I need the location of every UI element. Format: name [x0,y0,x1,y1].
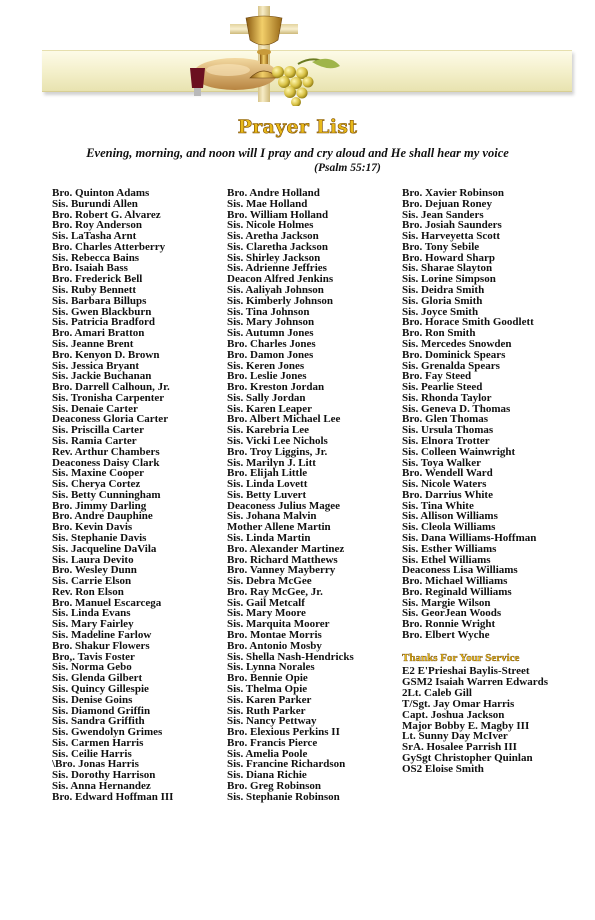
prayer-list-name: Bro. Elbert Wyche [402,629,490,642]
prayer-list-name: Sis. Linda Lovett [227,478,308,491]
prayer-list-name: Sis. LaTasha Arnt [52,230,137,243]
prayer-list-name: Bro. Fay Steed [402,370,472,383]
service-member-name: OS2 Eloise Smith [402,763,484,776]
prayer-list-name: Sis. Ursula Thomas [402,424,494,437]
prayer-list-name: Sis. Lorine Simpson [402,273,496,286]
prayer-list-name: Mother Allene Martin [227,521,331,534]
prayer-list-name: Deaconess Daisy Clark [52,456,160,469]
prayer-list-name: Sis. Karen Parker [227,693,312,706]
prayer-list-name: Sis. Karebria Lee [227,424,309,437]
prayer-list-name: Bro. Montae Morris [227,629,322,642]
prayer-list-name: Sis. Jackie Buchanan [52,370,152,383]
prayer-list-name: Sis. Tronisha Carpenter [52,391,165,404]
prayer-list-name: Bro. Frederick Bell [52,273,143,286]
prayer-list-name: Sis. Dorothy Harrison [52,769,156,782]
prayer-list-name: Bro. Jimmy Darling [52,499,147,512]
prayer-list-name: Sis. Denaie Carter [52,402,138,415]
verse-reference: (Psalm 55:17) [314,162,381,174]
prayer-list-name: Rev. Ron Elson [52,585,124,598]
prayer-list-name: Sis. Joyce Smith [402,305,479,318]
prayer-list-name: Sis. Ramia Carter [52,434,137,447]
prayer-list-name: Sis. Anna Hernandez [52,779,151,792]
prayer-list-name: Sis. Amelia Poole [227,747,308,760]
prayer-list-name: Bro. Richard Matthews [227,553,338,566]
prayer-list-name: Bro. Antonio Mosby [227,639,322,652]
prayer-list-name: Bro. Elexious Perkins II [227,726,340,739]
prayer-list-name: Sis. Geneva D. Thomas [402,402,511,415]
service-member-name: 2Lt. Caleb Gill [402,686,472,699]
service-member-name: GSM2 Isaiah Warren Edwards [402,675,548,688]
prayer-list-name: Sis. Quincy Gillespie [52,682,149,695]
prayer-list-column-2 [227,188,354,803]
prayer-list-name: Sis. Sally Jordan [227,391,306,404]
prayer-list-name: Sis. Denise Goins [52,693,133,706]
prayer-list-name: Sis. Gail Metcalf [227,596,305,609]
prayer-list-name: Sis. Stephanie Davis [52,532,147,544]
prayer-list-name: Sis. Linda Evans [52,607,131,620]
prayer-list-name: Bro. Wesley Dunn [52,564,137,577]
thanks-for-service-heading: Thanks For Your Service [402,652,520,664]
prayer-list-name: Bro. Wendell Ward [402,467,493,480]
prayer-list-name: Sis. Keren Jones [227,359,305,372]
prayer-list-name: Sis. Deidra Smith [402,284,485,297]
prayer-list-name: Sis. Laura Devito [52,553,134,566]
prayer-list-name: Sis. Shirley Jackson [227,251,321,264]
prayer-list-name: Sis. Pearlie Steed [402,381,483,394]
prayer-list-name: Bro. Amari Bratton [52,327,145,340]
prayer-list-name: Sis. Stephanie Robinson [227,790,340,803]
prayer-list-name: Bro. Kenyon D. Brown [52,348,160,361]
prayer-list-name: Sis. Shella Nash-Hendricks [227,650,354,663]
communion-banner [40,6,580,106]
prayer-list-name: Sis. Dana Williams-Hoffman [402,532,537,544]
service-member-name: GySgt Christopher Quinlan [402,752,533,765]
prayer-list-name: Sis. Toya Walker [402,456,481,469]
prayer-list-name: Sis. Diamond Griffin [52,704,151,717]
prayer-list-name: Bro. Bennie Opie [227,672,308,685]
prayer-list-name: Sis. Gwendolyn Grimes [52,726,163,739]
prayer-list-name: Bro. Michael Williams [402,575,508,588]
prayer-list-name: Sis. Nicole Waters [402,478,487,491]
prayer-list-name: Sis. Debra McGee [227,575,312,588]
verse-text: Evening, morning, and noon will I pray and cry aloud and He shall hear my voice [86,146,509,160]
prayer-list-name: Bro. Darrius White [402,488,493,501]
prayer-list-name: Sis. Gloria Smith [402,294,483,307]
prayer-list-name: Deaconess Julius Magee [227,499,341,512]
prayer-list-name: Sis. Vicki Lee Nichols [227,434,328,447]
prayer-list-name: Sis. Gwen Blackburn [52,305,152,318]
prayer-list-name: Sis. Ruby Bennett [52,284,137,297]
prayer-list-name: Sis. Lynna Norales [227,661,315,674]
prayer-list-name: Sis. Mary Fairley [52,618,134,631]
prayer-list-name: Bro. Isaiah Bass [52,262,128,275]
prayer-list-name: Sis. Jessica Bryant [52,359,140,372]
prayer-list-name: Sis. Glenda Gilbert [52,672,143,685]
prayer-list-name: Sis. Esther Williams [402,542,497,555]
prayer-list-name: Bro. Troy Liggins, Jr. [227,445,328,458]
prayer-list-name: Bro. William Holland [227,208,329,221]
service-member-name: Major Bobby E. Magby III [402,719,530,732]
prayer-list-name: Sis. Diana Richie [227,769,307,782]
prayer-list-name: Sis. Claretha Jackson [227,240,328,253]
prayer-list-name: Sis. Nancy Pettway [227,715,317,728]
prayer-list-name: Sis. Linda Martin [227,532,311,544]
prayer-list-name: Sis. Thelma Opie [227,682,308,695]
prayer-list-name: Sis. Johana Malvin [227,510,317,523]
prayer-list-name: Bro. Edward Hoffman III [52,790,174,803]
prayer-list-name: Deaconess Gloria Carter [52,413,169,426]
prayer-list-name: Sis. GeorJean Woods [402,607,502,620]
prayer-list-name: Sis. Betty Cunningham [52,488,161,501]
prayer-list-name: Bro. Tony Sebile [402,240,480,253]
prayer-list-name: Sis. Mae Holland [227,197,308,210]
prayer-list-name: Sis. Barbara Billups [52,294,147,307]
prayer-list-name: Rev. Arthur Chambers [52,445,160,458]
prayer-list-name: Bro. Kevin Davis [52,521,133,534]
prayer-list-name: Sis. Jeanne Brent [52,337,134,350]
prayer-list-name: Sis. Patricia Bradford [52,316,155,329]
service-member-name: SrA. Hosalee Parrish III [402,741,517,754]
prayer-list-name: Sis. Mary Moore [227,607,306,620]
prayer-list-name: Sis. Marquita Moorer [227,618,330,631]
prayer-list-name: Sis. Jacqueline DaVila [52,542,157,555]
prayer-list-name: Sis. Aaliyah Johnson [227,284,324,297]
prayer-list-name: Bro. Charles Atterberry [52,240,166,253]
chalice-icon [40,6,580,106]
prayer-list-name: Sis. Burundi Allen [52,197,138,210]
prayer-list-name: Sis. Karen Leaper [227,402,313,415]
prayer-list-name: Bro. Glen Thomas [402,413,489,426]
prayer-list-name: Sis. Nicole Holmes [227,219,314,232]
prayer-list-name: Bro. Ronnie Wright [402,618,496,631]
prayer-list-name: Sis. Aretha Jackson [227,230,319,243]
prayer-list-name: Sis. Ruth Parker [227,704,306,717]
prayer-list-name: Sis. Francine Richardson [227,758,346,771]
prayer-list-name: Sis. Cleola Williams [402,521,496,534]
prayer-list-name: Bro. Elijah Little [227,467,308,480]
prayer-list-name: Bro. Alexander Martinez [227,542,345,555]
prayer-list-name: Sis. Margie Wilson [402,596,491,609]
prayer-list-name: Bro. Darrell Calhoun, Jr. [52,381,170,394]
prayer-list-name: Bro. Ron Smith [402,327,476,340]
prayer-list-name: Sis. Rebecca Bains [52,251,140,264]
prayer-list-column-3 [402,188,536,641]
prayer-list-name: Sis. Tina White [402,499,474,512]
prayer-list-name: Sis. Harveyetta Scott [402,230,501,243]
prayer-list-name: Sis. Jean Sanders [402,208,484,221]
prayer-list-name: Bro. Dejuan Roney [402,197,492,210]
prayer-list-name: Bro. Roy Anderson [52,219,142,232]
service-member-name: Lt. Sunny Day McIver [402,730,508,743]
prayer-list-name: Bro. Shakur Flowers [52,639,150,652]
prayer-list-name: Sis. Tina Johnson [227,305,310,318]
prayer-list-name: Bro. Greg Robinson [227,779,322,792]
prayer-list-name: Bro. Francis Pierce [227,736,318,749]
prayer-list-name: Bro. Howard Sharp [402,251,496,264]
prayer-list-name: Sis. Allison Williams [402,510,498,523]
prayer-list-name: Sis. Kimberly Johnson [227,294,334,307]
prayer-list-name: Bro. Manuel Escarcega [52,596,162,609]
service-member-name: Capt. Joshua Jackson [402,708,505,721]
prayer-list-name: Bro. Andre Dauphine [52,510,153,523]
prayer-list-name: Sis. Mercedes Snowden [402,337,512,350]
prayer-list-name: Bro. Vanney Mayberry [227,564,336,577]
prayer-list-name: Sis. Norma Gebo [52,661,132,674]
prayer-list-name: Sis. Marilyn J. Litt [227,456,316,469]
prayer-list-name: Sis. Cherya Cortez [52,478,141,491]
prayer-list-name: Bro. Xavier Robinson [402,187,504,199]
prayer-list-name: Sis. Autumn Jones [227,327,314,340]
prayer-list-name: Sis. Carmen Harris [52,736,144,749]
service-members-list [402,666,548,775]
prayer-list-name: Bro,. Tavis Foster [52,650,135,663]
prayer-list-name: Bro. Ray McGee, Jr. [227,585,323,598]
prayer-list-column-1 [52,188,173,803]
prayer-list-name: Bro. Leslie Jones [227,370,307,383]
prayer-list-name: Sis. Rhonda Taylor [402,391,492,404]
prayer-list-name: Bro. Albert Michael Lee [227,413,341,426]
prayer-list-name: Sis. Ceilie Harris [52,747,132,760]
prayer-list-name: Bro. Josiah Saunders [402,219,502,232]
prayer-list-name: Sis. Colleen Wainwright [402,445,516,458]
prayer-list-name: Bro. Andre Holland [227,187,320,199]
prayer-list-name: Sis. Sandra Griffith [52,715,145,728]
prayer-list-name: Sis. Mary Johnson [227,316,315,329]
prayer-list-name: Deacon Alfred Jenkins [227,273,334,286]
prayer-list-name: Sis. Priscilla Carter [52,424,144,437]
page-title: Prayer List [237,116,358,138]
prayer-list-name: Bro. Kreston Jordan [227,381,325,394]
prayer-list-name: Sis. Madeline Farlow [52,629,152,642]
prayer-list-name: Sis. Sharae Slayton [402,262,493,275]
prayer-list-name: Bro. Dominick Spears [402,348,506,361]
prayer-list-name: Sis. Grenalda Spears [402,359,500,372]
prayer-list-name: Sis. Elnora Trotter [402,434,490,447]
prayer-list-name: Sis. Betty Luvert [227,488,307,501]
prayer-list-name: Sis. Maxine Cooper [52,467,144,480]
scripture-verse [0,146,595,176]
prayer-list-name: Bro. Charles Jones [227,337,316,350]
prayer-list-name: Bro. Horace Smith Goodlett [402,316,534,329]
prayer-list-name: \Bro. Jonas Harris [52,758,139,771]
prayer-list-name: Deaconess Lisa Williams [402,564,518,577]
prayer-list-name: Sis. Ethel Williams [402,553,491,566]
prayer-list-name: Bro. Robert G. Alvarez [52,208,161,221]
service-member-name: E2 E'Prieshai Baylis-Street [402,665,530,677]
prayer-list-name: Bro. Reginald Williams [402,585,512,598]
prayer-list-name: Bro. Quinton Adams [52,187,150,199]
prayer-list-name: Sis. Adrienne Jeffries [227,262,327,275]
service-member-name: T/Sgt. Jay Omar Harris [402,697,515,710]
prayer-list-name: Sis. Carrie Elson [52,575,132,588]
prayer-list-name: Bro. Damon Jones [227,348,314,361]
